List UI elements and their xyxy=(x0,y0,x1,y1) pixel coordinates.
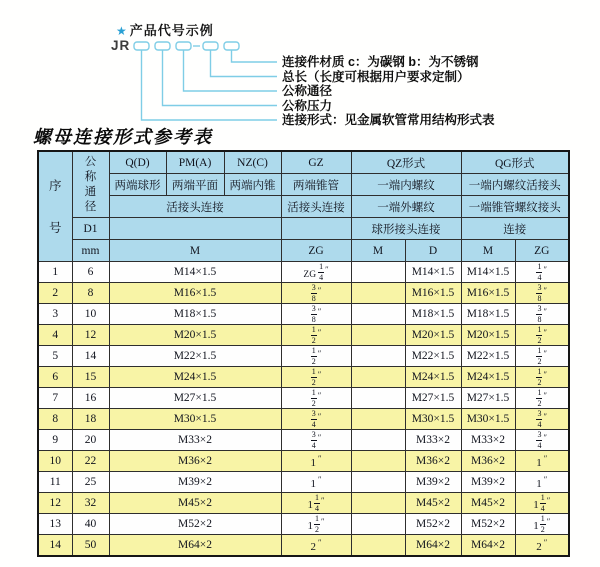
product-code-prefix: JR xyxy=(111,38,131,53)
cell-value: 16 xyxy=(84,392,97,404)
cell-value: 32 xyxy=(84,497,97,509)
cell-value: 18 xyxy=(84,413,97,425)
header-row-4 xyxy=(38,218,569,240)
product-code-heading-text: 产品代号示例 xyxy=(129,23,214,38)
cell-qz_m xyxy=(351,262,405,283)
cell-value: M20×1.5 xyxy=(466,329,510,341)
cell-value: 9 xyxy=(52,434,59,446)
cell-value: M22×1.5 xyxy=(411,350,455,362)
cell-value: M24×1.5 xyxy=(411,371,455,383)
cell-qg_m xyxy=(461,388,515,409)
cell-qz_d xyxy=(405,514,461,535)
cell-value: 1 $\frac{1}{4}$ ″ xyxy=(307,492,325,513)
cell-value: 4 xyxy=(52,329,59,341)
cell-value: M64×2 xyxy=(416,539,450,551)
cell-gz xyxy=(281,388,351,409)
cell-value: 6 xyxy=(87,266,94,278)
cell-qz_m xyxy=(351,388,405,409)
header-row-5 xyxy=(38,240,569,262)
th-d1: D1 xyxy=(72,218,109,240)
code-part-label: 公称通径 xyxy=(282,84,333,98)
cell-m xyxy=(109,346,281,367)
cell-mm xyxy=(72,451,109,472)
th-qz-d: D xyxy=(405,240,461,262)
cell-mm xyxy=(72,493,109,514)
cell-qz_m xyxy=(351,346,405,367)
cell-value: $\frac{3}{8}$ ″ xyxy=(311,303,322,324)
cell-gz xyxy=(281,283,351,304)
cell-value: 1 xyxy=(52,266,59,278)
cell-gz xyxy=(281,493,351,514)
cell-value: 2 xyxy=(52,287,59,299)
cell-gz xyxy=(281,451,351,472)
connector-line xyxy=(232,50,278,62)
connector-line xyxy=(184,50,278,91)
cell-qz_m xyxy=(351,514,405,535)
cell-qg_m xyxy=(461,262,515,283)
cell-value: M20×1.5 xyxy=(173,329,217,341)
cell-value: M45×2 xyxy=(471,497,505,509)
star-icon: ★ xyxy=(116,24,128,38)
th-mm: mm xyxy=(72,240,109,262)
cell-qg_zg xyxy=(515,535,569,557)
cell-no xyxy=(38,514,72,535)
cell-qg_m xyxy=(461,535,515,557)
cell-value: 10 xyxy=(49,455,61,467)
cell-qg_m xyxy=(461,493,515,514)
cell-value: M22×1.5 xyxy=(173,350,217,362)
cell-value: M27×1.5 xyxy=(173,392,217,404)
th-qd-desc: 两端球形 xyxy=(109,174,166,196)
cell-value: M24×1.5 xyxy=(173,371,217,383)
cell-value: M52×2 xyxy=(416,518,450,530)
cell-m xyxy=(109,262,281,283)
code-box xyxy=(224,42,239,50)
cell-value: M30×1.5 xyxy=(466,413,510,425)
cell-value: M39×2 xyxy=(178,476,212,488)
cell-qg_m xyxy=(461,430,515,451)
cell-qg_zg xyxy=(515,472,569,493)
th-blank-m-span xyxy=(109,218,281,240)
cell-qg_m xyxy=(461,304,515,325)
cell-value: $\frac{1}{2}$ ″ xyxy=(311,324,322,345)
th-qz-desc-1: 一端内螺纹 xyxy=(351,174,461,196)
cell-no xyxy=(38,283,72,304)
th-qg-desc-3: 连接 xyxy=(461,218,569,240)
cell-mm xyxy=(72,262,109,283)
cell-qz_d xyxy=(405,325,461,346)
table-row xyxy=(38,325,569,346)
cell-qz_m xyxy=(351,409,405,430)
cell-gz xyxy=(281,472,351,493)
cell-value: 40 xyxy=(84,518,97,530)
cell-no xyxy=(38,262,72,283)
cell-value: 1 $\frac{1}{4}$ ″ xyxy=(533,492,551,513)
cell-no xyxy=(38,325,72,346)
th-qg-desc-2: 一端锥管螺纹接头 xyxy=(461,196,569,218)
cell-value: 10 xyxy=(84,308,97,320)
cell-value: $\frac{3}{4}$ ″ xyxy=(537,429,548,450)
cell-value: M39×2 xyxy=(416,476,450,488)
th-seq xyxy=(38,151,72,262)
th-zg: ZG xyxy=(281,240,351,262)
cell-value: 7 xyxy=(52,392,59,404)
table-row xyxy=(38,388,569,409)
th-qg-form: QG形式 xyxy=(461,151,569,174)
cell-value: 1 ″ xyxy=(536,453,548,469)
cell-no xyxy=(38,346,72,367)
cell-value: $\frac{1}{2}$ ″ xyxy=(311,345,322,366)
th-qz-desc-3: 球形接头连接 xyxy=(351,218,461,240)
cell-mm xyxy=(72,535,109,557)
cell-value: M30×1.5 xyxy=(173,413,217,425)
cell-value: 3 xyxy=(52,308,59,320)
th-qg-m: M xyxy=(461,240,515,262)
cell-mm xyxy=(72,367,109,388)
cell-qg_zg xyxy=(515,388,569,409)
cell-qz_m xyxy=(351,493,405,514)
cell-value: $\frac{3}{8}$ ″ xyxy=(537,282,548,303)
th-nzc: NZ(C) xyxy=(224,151,281,174)
header-row-2 xyxy=(38,174,569,196)
cell-value: 8 xyxy=(87,287,94,299)
cell-value: M27×1.5 xyxy=(411,392,455,404)
cell-qz_m xyxy=(351,304,405,325)
table-row xyxy=(38,346,569,367)
cell-m xyxy=(109,493,281,514)
th-pma-desc: 两端平面 xyxy=(166,174,224,196)
cell-m xyxy=(109,304,281,325)
th-pma: PM(A) xyxy=(166,151,224,174)
cell-m xyxy=(109,451,281,472)
cell-qz_m xyxy=(351,430,405,451)
cell-value: M52×2 xyxy=(178,518,212,530)
table-row xyxy=(38,514,569,535)
th-qz-form: QZ形式 xyxy=(351,151,461,174)
cell-qz_d xyxy=(405,367,461,388)
cell-value: 12 xyxy=(84,329,97,341)
cell-qz_d xyxy=(405,346,461,367)
cell-no xyxy=(38,304,72,325)
cell-value: $\frac{3}{4}$ ″ xyxy=(311,429,322,450)
table-row xyxy=(38,367,569,388)
code-part-label: 总长（长度可根据用户要求定制） xyxy=(282,69,470,84)
code-part-label: 连接形式：见金属软管常用结构形式表 xyxy=(282,113,495,127)
cell-qz_d xyxy=(405,283,461,304)
cell-value: M30×1.5 xyxy=(411,413,455,425)
cell-value: 14 xyxy=(84,350,97,362)
cell-value: $\frac{3}{8}$ ″ xyxy=(537,303,548,324)
header-row-1 xyxy=(38,151,569,174)
cell-m xyxy=(109,367,281,388)
cell-no xyxy=(38,367,72,388)
code-box xyxy=(203,42,218,50)
code-box xyxy=(134,42,149,50)
th-m-all: M xyxy=(109,240,281,262)
cell-gz xyxy=(281,367,351,388)
cell-mm xyxy=(72,409,109,430)
cell-value: M33×2 xyxy=(471,434,505,446)
cell-gz xyxy=(281,346,351,367)
cell-value: $\frac{1}{2}$ ″ xyxy=(311,366,322,387)
cell-value: M14×1.5 xyxy=(466,266,510,278)
cell-m xyxy=(109,472,281,493)
cell-gz xyxy=(281,514,351,535)
table-row xyxy=(38,409,569,430)
cell-qg_zg xyxy=(515,409,569,430)
cell-value: 1 $\frac{1}{2}$ ″ xyxy=(307,513,325,534)
cell-value: 50 xyxy=(84,539,97,551)
table-row xyxy=(38,430,569,451)
cell-value: M36×2 xyxy=(416,455,450,467)
table-row xyxy=(38,493,569,514)
cell-no xyxy=(38,493,72,514)
code-box xyxy=(176,42,191,50)
cell-value: M14×1.5 xyxy=(173,266,217,278)
cell-no xyxy=(38,409,72,430)
cell-qg_zg xyxy=(515,283,569,304)
th-qg-zg: ZG xyxy=(515,240,569,262)
cell-qz_d xyxy=(405,451,461,472)
cell-value: M18×1.5 xyxy=(411,308,455,320)
cell-qg_m xyxy=(461,367,515,388)
cell-value: M16×1.5 xyxy=(411,287,455,299)
cell-m xyxy=(109,430,281,451)
cell-value: M45×2 xyxy=(178,497,212,509)
cell-value: $\frac{1}{2}$ ″ xyxy=(311,387,322,408)
table-row xyxy=(38,304,569,325)
cell-no xyxy=(38,451,72,472)
cell-value: $\frac{3}{8}$ ″ xyxy=(311,282,322,303)
th-blank-gz xyxy=(281,218,351,240)
cell-value: 15 xyxy=(84,371,97,383)
cell-gz xyxy=(281,535,351,557)
cell-m xyxy=(109,283,281,304)
cell-qz_d xyxy=(405,535,461,557)
cell-value: M20×1.5 xyxy=(411,329,455,341)
cell-value: 1 $\frac{1}{2}$ ″ xyxy=(533,513,551,534)
th-qd: Q(D) xyxy=(109,151,166,174)
cell-gz xyxy=(281,325,351,346)
cell-gz xyxy=(281,304,351,325)
cell-qg_zg xyxy=(515,346,569,367)
cell-value: M18×1.5 xyxy=(466,308,510,320)
cell-value: 2 ″ xyxy=(536,537,548,553)
cell-qz_m xyxy=(351,472,405,493)
cell-value: $\frac{1}{2}$ ″ xyxy=(537,345,548,366)
cell-value: $\frac{1}{2}$ ″ xyxy=(537,366,548,387)
cell-no xyxy=(38,472,72,493)
cell-qg_zg xyxy=(515,493,569,514)
table-row xyxy=(38,535,569,557)
cell-m xyxy=(109,514,281,535)
cell-gz xyxy=(281,262,351,283)
th-qz-desc-2: 一端外螺纹 xyxy=(351,196,461,218)
table-row xyxy=(38,472,569,493)
table-body xyxy=(38,262,569,557)
cell-m xyxy=(109,535,281,557)
th-gz-connection: 活接头连接 xyxy=(281,196,351,218)
cell-value: M52×2 xyxy=(471,518,505,530)
header-row-3 xyxy=(38,196,569,218)
cell-qg_zg xyxy=(515,304,569,325)
cell-m xyxy=(109,388,281,409)
cell-qz_d xyxy=(405,388,461,409)
cell-qz_d xyxy=(405,304,461,325)
th-nominal-diameter xyxy=(72,151,109,218)
cell-qg_zg xyxy=(515,451,569,472)
cell-value: 13 xyxy=(49,518,61,530)
nut-connection-reference-table xyxy=(37,150,570,557)
cell-mm xyxy=(72,325,109,346)
cell-no xyxy=(38,535,72,557)
cell-mm xyxy=(72,283,109,304)
cell-value: 6 xyxy=(52,371,59,383)
cell-qz_d xyxy=(405,493,461,514)
cell-mm xyxy=(72,304,109,325)
cell-mm xyxy=(72,472,109,493)
cell-qg_m xyxy=(461,283,515,304)
cell-qg_m xyxy=(461,325,515,346)
cell-value: 8 xyxy=(52,413,59,425)
cell-qg_m xyxy=(461,472,515,493)
cell-value: $\frac{3}{4}$ ″ xyxy=(537,408,548,429)
code-box xyxy=(155,42,170,50)
cell-mm xyxy=(72,514,109,535)
cell-value: $\frac{1}{4}$ ″ xyxy=(537,261,548,282)
cell-gz xyxy=(281,409,351,430)
cell-value: M27×1.5 xyxy=(466,392,510,404)
cell-qz_m xyxy=(351,451,405,472)
cell-value: 12 xyxy=(49,497,61,509)
cell-value: ZG $\frac{1}{4}$ ″ xyxy=(303,261,329,282)
cell-value: M14×1.5 xyxy=(411,266,455,278)
product-code-heading xyxy=(116,20,214,39)
table-title: 螺母连接形式参考表 xyxy=(33,127,213,147)
cell-value: 1 ″ xyxy=(310,474,322,490)
th-gz-desc: 两端锥管 xyxy=(281,174,351,196)
cell-value: 20 xyxy=(84,434,97,446)
cell-qz_d xyxy=(405,409,461,430)
cell-qz_m xyxy=(351,535,405,557)
table-row xyxy=(38,283,569,304)
cell-value: 1 ″ xyxy=(536,474,548,490)
table-row xyxy=(38,451,569,472)
cell-qg_m xyxy=(461,451,515,472)
th-gz: GZ xyxy=(281,151,351,174)
cell-value: 1 ″ xyxy=(310,453,322,469)
cell-m xyxy=(109,325,281,346)
cell-value: M45×2 xyxy=(416,497,450,509)
cell-mm xyxy=(72,388,109,409)
cell-mm xyxy=(72,346,109,367)
cell-mm xyxy=(72,430,109,451)
th-seq-label: 序号 xyxy=(48,178,62,235)
cell-value: 2 ″ xyxy=(310,537,322,553)
table-header xyxy=(38,151,569,262)
cell-qz_d xyxy=(405,262,461,283)
cell-no xyxy=(38,388,72,409)
cell-gz xyxy=(281,430,351,451)
cell-no xyxy=(38,430,72,451)
cell-qz_m xyxy=(351,325,405,346)
cell-qz_d xyxy=(405,472,461,493)
cell-value: M22×1.5 xyxy=(466,350,510,362)
cell-value: M39×2 xyxy=(471,476,505,488)
cell-qg_m xyxy=(461,514,515,535)
cell-m xyxy=(109,409,281,430)
cell-value: M33×2 xyxy=(178,434,212,446)
cell-qg_zg xyxy=(515,325,569,346)
cell-qg_zg xyxy=(515,430,569,451)
cell-qg_m xyxy=(461,409,515,430)
cell-value: M64×2 xyxy=(178,539,212,551)
th-nzc-desc: 两端内锥 xyxy=(224,174,281,196)
cell-value: $\frac{3}{4}$ ″ xyxy=(311,408,322,429)
cell-qg_m xyxy=(461,346,515,367)
cell-value: M64×2 xyxy=(471,539,505,551)
cell-value: M18×1.5 xyxy=(173,308,217,320)
cell-qg_zg xyxy=(515,262,569,283)
code-part-label: 连接件材质 c：为碳钢 b：为不锈钢 xyxy=(282,55,479,69)
connector-line xyxy=(163,50,278,106)
cell-qz_m xyxy=(351,367,405,388)
cell-value: M16×1.5 xyxy=(466,287,510,299)
cell-value: $\frac{1}{2}$ ″ xyxy=(537,387,548,408)
cell-qg_zg xyxy=(515,367,569,388)
th-nominal-diameter-label: 公称通径 xyxy=(84,155,97,213)
cell-value: M16×1.5 xyxy=(173,287,217,299)
cell-qz_d xyxy=(405,430,461,451)
cell-value: 11 xyxy=(49,476,61,488)
connector-line xyxy=(211,50,278,77)
cell-qz_m xyxy=(351,283,405,304)
th-qz-m: M xyxy=(351,240,405,262)
cell-value: 25 xyxy=(84,476,97,488)
cell-value: 14 xyxy=(49,539,61,551)
cell-value: 5 xyxy=(52,350,59,362)
cell-value: M24×1.5 xyxy=(466,371,510,383)
th-qg-desc-1: 一端内螺纹活接头 xyxy=(461,174,569,196)
cell-value: 22 xyxy=(84,455,97,467)
table-row xyxy=(38,262,569,283)
th-union-connection: 活接头连接 xyxy=(109,196,281,218)
cell-qg_zg xyxy=(515,514,569,535)
cell-value: M36×2 xyxy=(471,455,505,467)
cell-value: M36×2 xyxy=(178,455,212,467)
code-part-label: 公称压力 xyxy=(282,98,333,113)
cell-value: $\frac{1}{2}$ ″ xyxy=(537,324,548,345)
cell-value: M33×2 xyxy=(416,434,450,446)
